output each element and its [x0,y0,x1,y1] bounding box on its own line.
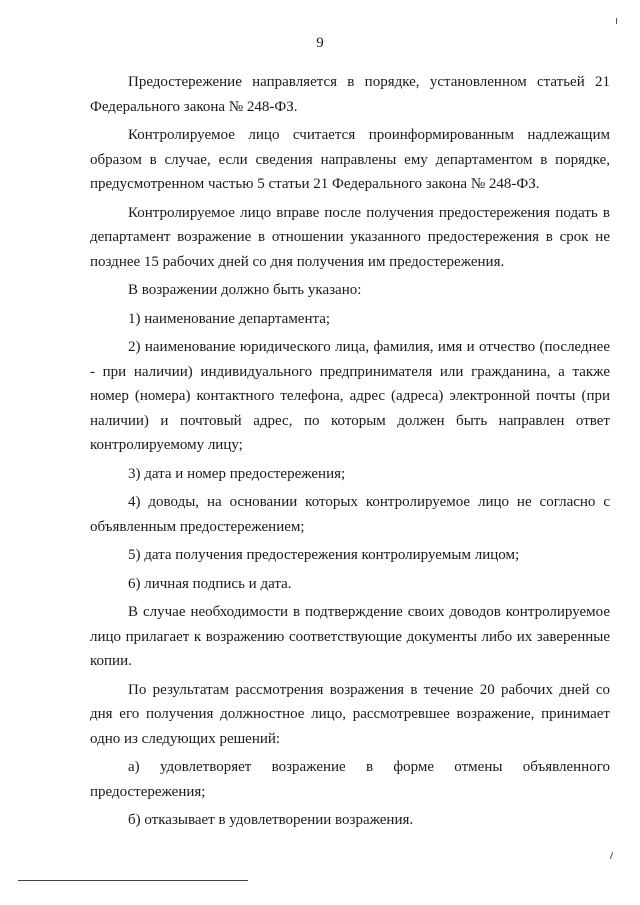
list-item: б) отказывает в удовлетворении возражения. [128,812,414,828]
paragraph: Предостережение направляется в порядке, установленном статьей 21 Федерального закона № 248-ФЗ. [90,74,610,115]
list-item: а) удовлетворяет возражение в форме отмены объявленного предостережения; [90,759,610,800]
page-number: 9 [316,35,324,51]
footer-rule [18,880,248,881]
list-item: 6) личная подпись и дата. [128,575,292,592]
paragraph: Контролируемое лицо считается проинформированным надлежащим образом в случае, если сведения направлены ему департаментом в порядке, предусмотренном частью 5 статьи 21 Федерального закона № 248-ФЗ. [90,127,610,192]
list-item: 1) наименование департамента; [128,310,331,327]
list-item: 2) наименование юридического лица, фамилия, имя и отчество (последнее - при наличии) индивидуального предпринимателя или гражданина, а также номер (номера) контактного телефона, адрес (адреса) электронной почты (при наличии) и почтовый адрес, по которым должен быть направлен ответ контролируемому лицу; [90,339,610,453]
list-item: 3) дата и номер предостережения; [128,465,346,482]
scan-mark-bottom [610,852,613,859]
list-item: 5) дата получения предостережения контролируемым лицом; [128,547,520,563]
scan-mark-top [616,18,617,24]
paragraph: По результатам рассмотрения возражения в течение 20 рабочих дней со дня его получения должностное лицо, рассмотревшее возражение, принимает одно из следующих решений: [90,681,610,747]
paragraph: В возражении должно быть указано: [128,282,362,298]
list-item: 4) доводы, на основании которых контролируемое лицо не согласно с объявленным предостережением; [90,494,610,535]
paragraph: В случае необходимости в подтверждение своих доводов контролируемое лицо прилагает к возражению соответствующие документы либо их заверенные копии. [90,604,610,669]
paragraph: Контролируемое лицо вправе после получения предостережения подать в департамент возражение в отношении указанного предостережения в срок не позднее 15 рабочих дней со дня получения им предостережения. [90,204,610,270]
document-body [90,70,610,837]
